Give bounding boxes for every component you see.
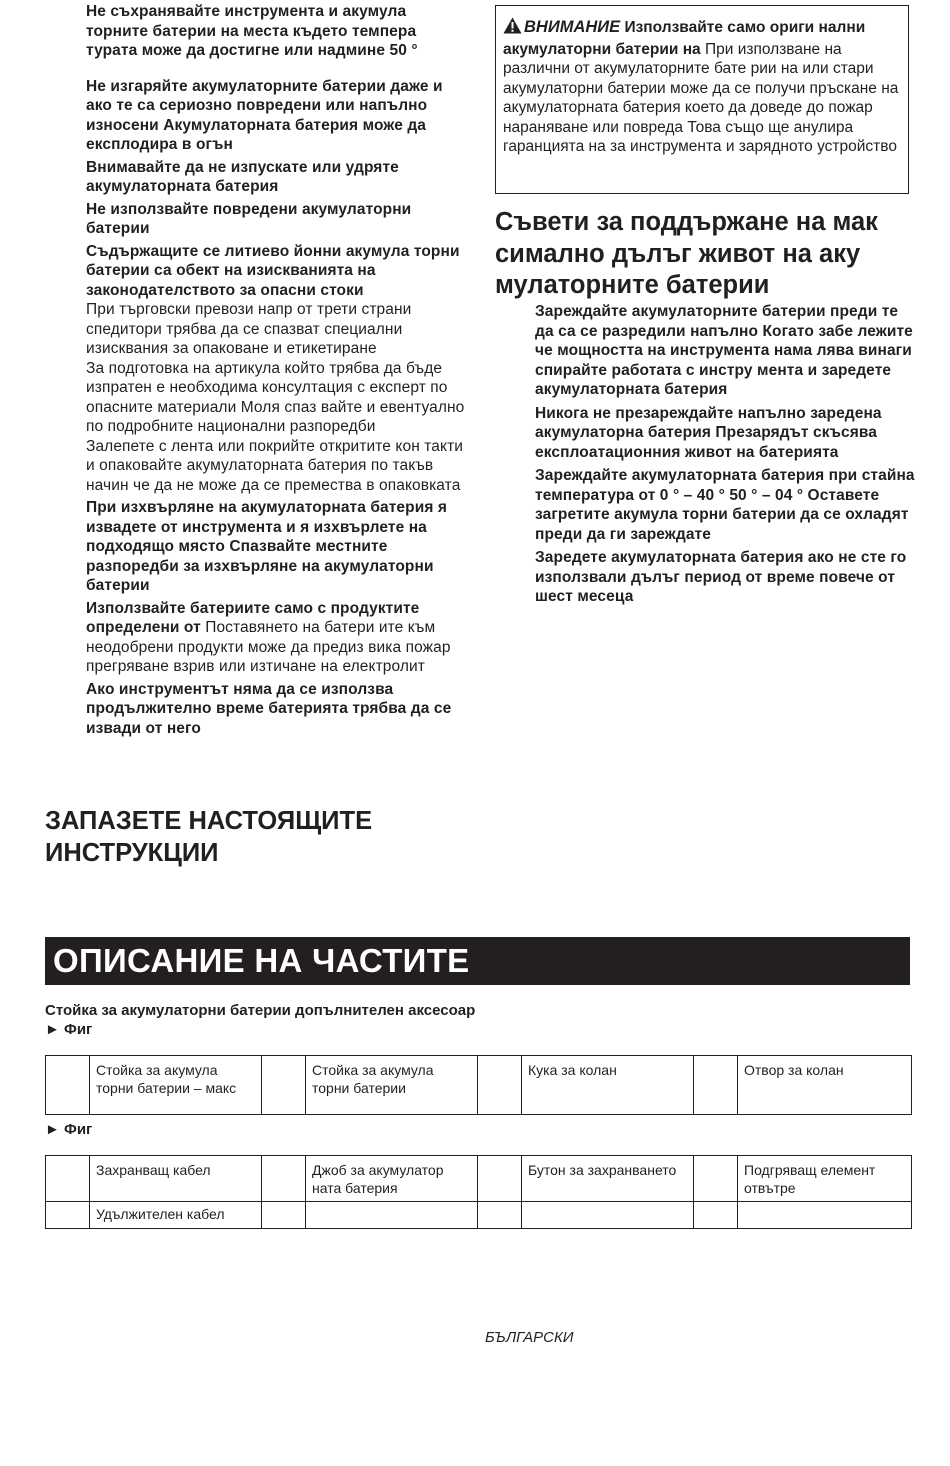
part-number-cell bbox=[694, 1056, 738, 1115]
figure-reference-1: ► Фиг bbox=[45, 1021, 93, 1038]
part-number-cell bbox=[46, 1202, 90, 1229]
part-number-cell bbox=[262, 1202, 306, 1229]
part-name-cell bbox=[738, 1202, 912, 1229]
part-name-cell bbox=[306, 1202, 478, 1229]
warning-text bbox=[503, 17, 901, 157]
part-number-cell bbox=[262, 1056, 306, 1115]
part-name-cell: Бутон за захранването bbox=[522, 1156, 694, 1202]
warning-lead: Използвайте само ориги нални акумулаторни батерии на bbox=[503, 19, 866, 58]
dangerous-goods-consultation: За подготовка на артикула който трябва да бъде изпратен е необходима консултация с експерт по опасните материали Моля спаз вайте и евентуално по подробните национални разпоредби bbox=[86, 359, 465, 435]
part-name-cell: Кука за колан bbox=[522, 1056, 694, 1115]
part-name-cell: Стойка за акумула торни батерии bbox=[306, 1056, 478, 1115]
safety-do-not-incinerate: Не изгаряйте акумулаторните батерии даже и ако те са сериозно повредени или напълно износени Акумулаторната батерия може да експлодира в огън bbox=[86, 77, 443, 153]
part-number-cell bbox=[262, 1156, 306, 1202]
part-name-cell: Удължителен кабел bbox=[90, 1202, 262, 1229]
part-name-cell: Подгряващ елемент отвътре bbox=[738, 1156, 912, 1202]
warning-title: ВНИМАНИЕ bbox=[524, 18, 621, 36]
parts-subtitle: Стойка за акумулаторни батерии допълнителен аксесоар bbox=[45, 1002, 476, 1019]
approved-products-lead: Използвайте батериите само с продуктите определени от bbox=[86, 599, 420, 636]
save-instructions-heading: ЗАПАЗЕТЕ НАСТОЯЩИТЕ ИНСТРУКЦИИ bbox=[45, 807, 373, 867]
approved-products-text: Поставянето на батери ите към неодобрени продукти може да предиз вика пожар прегряване взрив или изтичане на електролит bbox=[86, 619, 451, 675]
part-number-cell bbox=[478, 1156, 522, 1202]
safety-no-damaged-batteries: Не използвайте повредени акумулаторни батерии bbox=[86, 200, 412, 237]
part-number-cell bbox=[46, 1156, 90, 1202]
figure-reference-2: ► Фиг bbox=[45, 1121, 93, 1138]
tip-room-temperature: Зареждайте акумулаторната батерия при стайна температура от 0 ° – 40 ° 50 ° – 04 ° Оставете загретите акумула торни батерии да се охладят преди да ги зареждате bbox=[535, 467, 915, 543]
warning-body: При използване на различни от акумулаторните бате рии на или стари акумулаторни батерии може да се получи пръскане на акумулаторната батерия което да доведе до пожар нараняване или повреда Това също ще анулира гаранцията на за инструмента и зарядното устройство bbox=[503, 40, 899, 155]
part-name-cell: Захранващ кабел bbox=[90, 1156, 262, 1202]
parts-description-banner bbox=[45, 937, 910, 985]
safety-disposal: При изхвърляне на акумулаторната батерия я извадете от инструмента и я изхвърлете на подходящо място Спазвайте местните разпоредби за изхвърляне на акумулаторни батерии bbox=[86, 499, 448, 594]
part-number-cell bbox=[46, 1056, 90, 1115]
safety-approved-products bbox=[86, 599, 466, 677]
part-name-cell bbox=[522, 1202, 694, 1229]
part-number-cell bbox=[694, 1156, 738, 1202]
part-name-cell: Стойка за акумула торни батерии – макс bbox=[90, 1056, 262, 1115]
tip-no-overcharge: Никога не презареждайте напълно заредена акумулаторна батерия Презарядът скъсява експлоатационния живот на батерията bbox=[535, 404, 882, 461]
part-number-cell bbox=[478, 1056, 522, 1115]
dangerous-goods-packaging: Залепете с лента или покрийте откритите кон такти и опаковайте акумулаторната батерия по такъв начин че да не може да се премества в опаковката bbox=[86, 437, 464, 494]
left-column bbox=[86, 2, 466, 741]
safety-dangerous-goods bbox=[86, 242, 466, 496]
part-name-cell: Отвор за колан bbox=[738, 1056, 912, 1115]
tip-charge-before-discharge: Зареждайте акумулаторните батерии преди те да са се разредили напълно Когато забе лежите че мощността на инструмента нама лява винаги спирайте работата с инстру мента и заредете акумулаторната батерия bbox=[535, 303, 913, 398]
warning-box bbox=[495, 5, 909, 194]
battery-tips-heading: Съвети за поддържане на мак симално дълъг живот на аку мулаторните батерии bbox=[495, 208, 878, 299]
part-number-cell bbox=[694, 1202, 738, 1229]
parts-description-title: ОПИСАНИЕ НА ЧАСТИТЕ bbox=[53, 942, 470, 979]
safety-long-storage: Ако инструментът няма да се използва продължително време батерията трябва да се извади от него bbox=[86, 680, 452, 737]
safety-do-not-drop: Внимавайте да не изпускате или удряте акумулаторната батерия bbox=[86, 158, 399, 195]
right-column bbox=[535, 302, 915, 611]
dangerous-goods-shipping: При търговски превози напр от трети страни спедитори трябва да се спазват специални изисквания за опаковане и етикетиране bbox=[86, 301, 412, 357]
safety-storage-temperature: Не съхранявайте инструмента и акумула торните батерии на места където темпера турата може да достигне или надмине 50 ° bbox=[86, 3, 418, 59]
part-name-cell: Джоб за акумулатор ната батерия bbox=[306, 1156, 478, 1202]
tip-recharge-after-storage: Заредете акумулаторната батерия ако не сте го използвали дълъг период от време повече от шест месеца bbox=[535, 549, 907, 605]
parts-table-1 bbox=[45, 1055, 912, 1115]
part-number-cell bbox=[478, 1202, 522, 1229]
dangerous-goods-lead: Съдържащите се литиево йонни акумула торни батерии са обект на изискванията на законодателството за опасни стоки bbox=[86, 242, 460, 299]
parts-table-2 bbox=[45, 1155, 912, 1229]
footer-language: БЪЛГАРСКИ bbox=[485, 1329, 574, 1346]
warning-triangle-icon bbox=[503, 17, 522, 40]
